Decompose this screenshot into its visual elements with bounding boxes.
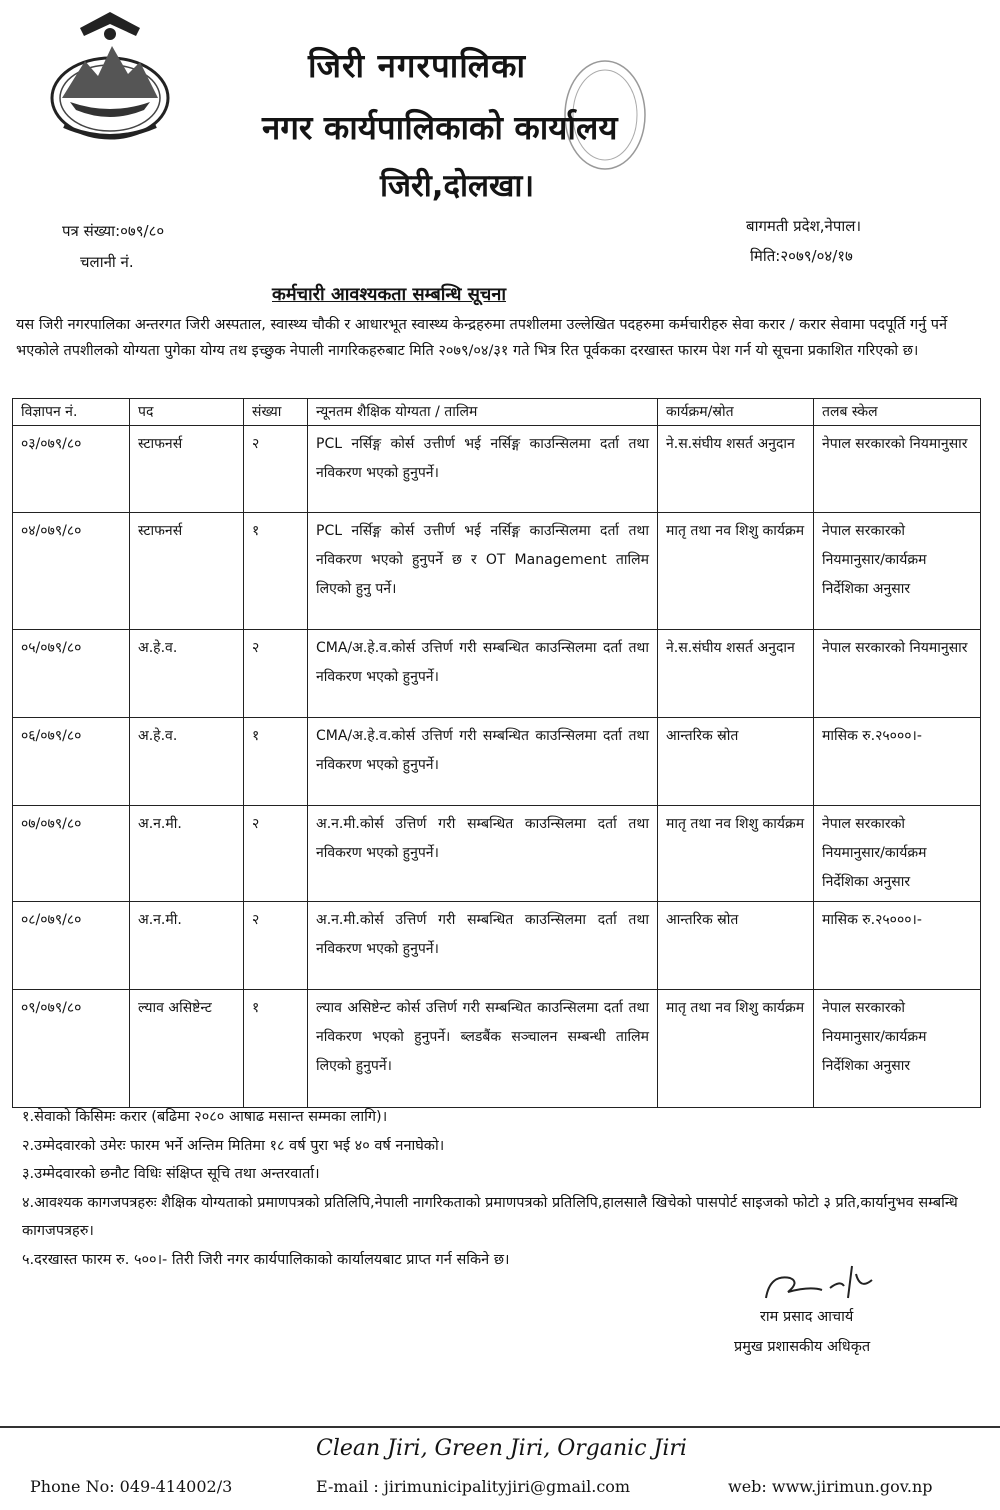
cell-count: १ xyxy=(244,513,308,630)
cell-ad-no: ०८/०७९/८० xyxy=(13,902,130,990)
footer-phone: Phone No: 049-414002/3 xyxy=(30,1477,233,1496)
cell-program: मातृ तथा नव शिशु कार्यक्रम xyxy=(658,990,814,1108)
header-salary: तलब स्केल xyxy=(814,399,981,426)
header-post: पद xyxy=(130,399,244,426)
note-item: ५.दरखास्त फारम रु. ५००।- तिरी जिरी नगर कार्यपालिकाको कार्यालयबाट प्राप्त गर्न सकिने छ। xyxy=(22,1251,510,1268)
header-qualification: न्यूनतम शैक्षिक योग्यता / तालिम xyxy=(308,399,658,426)
cell-post: स्टाफनर्स xyxy=(130,513,244,630)
cell-ad-no: ०६/०७९/८० xyxy=(13,718,130,806)
nepal-emblem-icon xyxy=(40,6,180,146)
cell-post: अ.न.मी. xyxy=(130,902,244,990)
footer-slogan: Clean Jiri, Green Jiri, Organic Jiri xyxy=(316,1436,687,1461)
cell-post: ल्याव असिष्टेन्ट xyxy=(130,990,244,1108)
cell-ad-no: ०७/०७९/८० xyxy=(13,806,130,902)
cell-qualification: PCL नर्सिङ्ग कोर्स उत्तीर्ण भई नर्सिङ्ग काउन्सिलमा दर्ता तथा नविकरण भएको हुनुपर्ने छ र OT Management तालिम लिएको हुनु पर्ने। xyxy=(308,513,658,630)
header-ad-no: विज्ञापन नं. xyxy=(13,399,130,426)
cell-qualification: अ.न.मी.कोर्स उत्तिर्ण गरी सम्बन्धित काउन्सिलमा दर्ता तथा नविकरण भएको हुनुपर्ने। xyxy=(308,902,658,990)
letter-number: पत्र संख्या:०७९/८० xyxy=(62,222,165,240)
cell-post: अ.हे.व. xyxy=(130,630,244,718)
cell-qualification: PCL नर्सिङ्ग कोर्स उत्तीर्ण भई नर्सिङ्ग काउन्सिलमा दर्ता तथा नविकरण भएको हुनुपर्ने। xyxy=(308,426,658,513)
cell-qualification: अ.न.मी.कोर्स उत्तिर्ण गरी सम्बन्धित काउन्सिलमा दर्ता तथा नविकरण भएको हुनुपर्ने। xyxy=(308,806,658,902)
cell-ad-no: ०४/०७९/८० xyxy=(13,513,130,630)
cell-program: मातृ तथा नव शिशु कार्यक्रम xyxy=(658,513,814,630)
cell-program: ने.स.संघीय शसर्त अनुदान xyxy=(658,630,814,718)
cell-salary: मासिक रु.२५०००।- xyxy=(814,902,981,990)
signer-title: प्रमुख प्रशासकीय अधिकृत xyxy=(734,1339,871,1355)
cell-count: २ xyxy=(244,630,308,718)
table-row xyxy=(13,630,981,718)
table-row xyxy=(13,990,981,1108)
cell-count: १ xyxy=(244,718,308,806)
cell-ad-no: ०३/०७९/८० xyxy=(13,426,130,513)
cell-count: १ xyxy=(244,990,308,1108)
notice-intro: यस जिरी नगरपालिका अन्तरगत जिरी अस्पताल, स्वास्थ्य चौकी र आधारभूत स्वास्थ्य केन्द्रहरुमा तपशीलमा उल्लेखित पदहरुमा कर्मचारीहरु सेवा करार / करार सेवामा पदपूर्ति गर्नु पर्ने भएकोले तपशीलको योग्यता पुगेका योग्य तथ इच्छुक नेपाली नागरिकहरुबाट मिति २०७९/०४/३१ गते भित्र रित पूर्वकका दरखास्त फारम पेश गर्न यो सूचना प्रकाशित गरिएको छ। xyxy=(16,317,948,359)
cell-qualification: CMA/अ.हे.व.कोर्स उत्तिर्ण गरी सम्बन्धित काउन्सिलमा दर्ता तथा नविकरण भएको हुनुपर्ने। xyxy=(308,630,658,718)
cell-program: मातृ तथा नव शिशु कार्यक्रम xyxy=(658,806,814,902)
dispatch-number: चलानी नं. xyxy=(80,253,134,271)
notice-date: मिति:२०७९/०४/१७ xyxy=(750,247,853,265)
vacancy-table xyxy=(12,398,981,1108)
notes-list xyxy=(22,1103,982,1274)
table-row xyxy=(13,902,981,990)
cell-ad-no: ०९/०७९/८० xyxy=(13,990,130,1108)
notice-subject: कर्मचारी आवश्यकता सम्बन्धि सूचना xyxy=(272,284,507,305)
cell-salary: नेपाल सरकारको नियमानुसार xyxy=(814,426,981,513)
table-row xyxy=(13,513,981,630)
cell-post: अ.हे.व. xyxy=(130,718,244,806)
signer-name: राम प्रसाद आचार्य xyxy=(760,1309,854,1325)
note-item: ३.उम्मेदवारको छनौट विधिः संक्षिप्त सूचि तथा अन्तरवार्ता। xyxy=(22,1166,320,1182)
cell-salary: नेपाल सरकारको नियमानुसार/कार्यक्रम निर्देशिका अनुसार xyxy=(814,990,981,1108)
province-label: बागमती प्रदेश,नेपाल। xyxy=(746,217,862,235)
signature-icon xyxy=(760,1260,900,1305)
cell-program: ने.स.संघीय शसर्त अनुदान xyxy=(658,426,814,513)
cell-program: आन्तरिक स्रोत xyxy=(658,718,814,806)
cell-ad-no: ०५/०७९/८० xyxy=(13,630,130,718)
cell-count: २ xyxy=(244,902,308,990)
header-count: संख्या xyxy=(244,399,308,426)
cell-count: २ xyxy=(244,426,308,513)
cell-salary: मासिक रु.२५०००।- xyxy=(814,718,981,806)
note-item: ४.आवश्यक कागजपत्रहरुः शैक्षिक योग्यताको प्रमाणपत्रको प्रतिलिपि,नेपाली नागरिकताको प्रमाणपत्रको प्रतिलिपि,हालसालै खिचेको पासपोर्ट साइजको फोटो ३ प्रति,कार्यानुभव सम्बन्धि कागजपत्रहरु। xyxy=(22,1194,958,1239)
table-row xyxy=(13,426,981,513)
cell-post: अ.न.मी. xyxy=(130,806,244,902)
cell-post: स्टाफनर्स xyxy=(130,426,244,513)
cell-program: आन्तरिक स्रोत xyxy=(658,902,814,990)
note-item: २.उम्मेदवारको उमेरः फारम भर्ने अन्तिम मितिमा १८ वर्ष पुरा भई ४० वर्ष ननाघेको। xyxy=(22,1137,445,1154)
note-item: १.सेवाको किसिमः करार (बढिमा २०८० आषाढ मसान्त सम्मका लागि)। xyxy=(22,1109,388,1125)
table-row xyxy=(13,718,981,806)
table-header-row xyxy=(13,399,981,426)
footer-divider xyxy=(0,1426,1000,1428)
municipality-name: जिरी नगरपालिका xyxy=(308,46,527,85)
table-row xyxy=(13,806,981,902)
cell-count: २ xyxy=(244,806,308,902)
footer-email: E-mail : jirimunicipalityjiri@gmail.com xyxy=(316,1477,631,1496)
cell-salary: नेपाल सरकारको नियमानुसार xyxy=(814,630,981,718)
footer-website: web: www.jirimun.gov.np xyxy=(728,1477,933,1496)
office-location: जिरी,दोलखा। xyxy=(380,168,535,204)
cell-salary: नेपाल सरकारको नियमानुसार/कार्यक्रम निर्देशिका अनुसार xyxy=(814,513,981,630)
cell-qualification: CMA/अ.हे.व.कोर्स उत्तिर्ण गरी सम्बन्धित काउन्सिलमा दर्ता तथा नविकरण भएको हुनुपर्ने। xyxy=(308,718,658,806)
header-program: कार्यक्रम/स्रोत xyxy=(658,399,814,426)
cell-qualification: ल्याव असिष्टेन्ट कोर्स उत्तिर्ण गरी सम्बन्धित काउन्सिलमा दर्ता तथा नविकरण भएको हुनुपर्ने। ब्लडबैंक सञ्चालन सम्बन्धी तालिम लिएको हुनुपर्ने। xyxy=(308,990,658,1108)
cell-salary: नेपाल सरकारको नियमानुसार/कार्यक्रम निर्देशिका अनुसार xyxy=(814,806,981,902)
office-name: नगर कार्यपालिकाको कार्यालय xyxy=(262,108,618,147)
